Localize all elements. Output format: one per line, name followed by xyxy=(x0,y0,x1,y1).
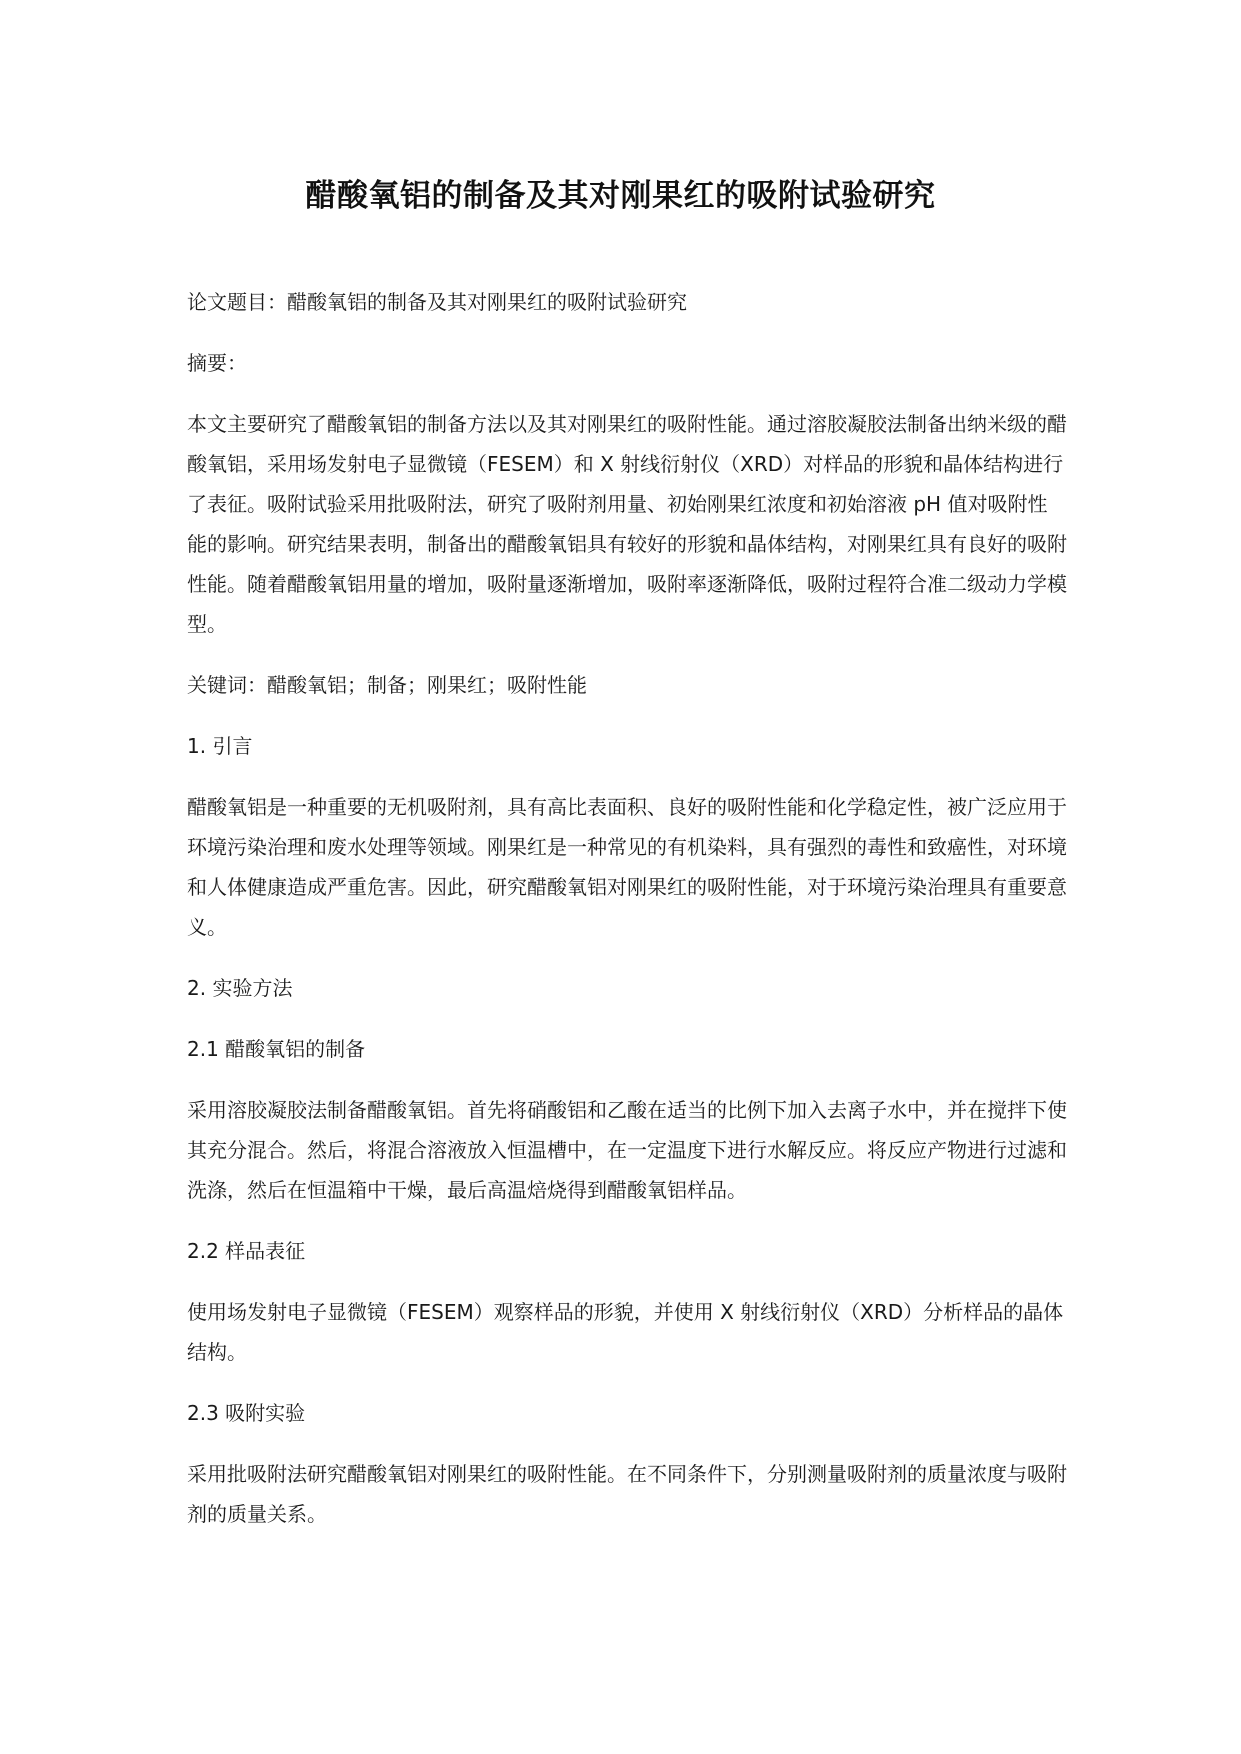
paper-topic-line: 论文题目：醋酸氧铝的制备及其对刚果红的吸附试验研究 xyxy=(187,290,687,314)
document-body xyxy=(187,282,1067,1555)
section-heading-introduction: 1. 引言 xyxy=(187,734,253,758)
introduction-text: 醋酸氧铝是一种重要的无机吸附剂，具有高比表面积、良好的吸附性能和化学稳定性，被广泛应用于环境污染治理和废水处理等领域。刚果红是一种常见的有机染料，具有强烈的毒性和致癌性，对环境和人体健康造成严重危害。因此，研究醋酸氧铝对刚果红的吸附性能，对于环境污染治理具有重要意义。 xyxy=(187,795,1067,939)
abstract-heading: 摘要： xyxy=(187,351,247,375)
subsection-heading-preparation: 2.1 醋酸氧铝的制备 xyxy=(187,1037,366,1061)
subsection-heading-characterization: 2.2 样品表征 xyxy=(187,1239,306,1263)
adsorption-text: 采用批吸附法研究醋酸氧铝对刚果红的吸附性能。在不同条件下，分别测量吸附剂的质量浓度与吸附剂的质量关系。 xyxy=(187,1462,1067,1526)
section-heading-methods: 2. 实验方法 xyxy=(187,976,293,1000)
preparation-text: 采用溶胶凝胶法制备醋酸氧铝。首先将硝酸铝和乙酸在适当的比例下加入去离子水中，并在搅拌下使其充分混合。然后，将混合溶液放入恒温槽中，在一定温度下进行水解反应。将反应产物进行过滤和洗涤，然后在恒温箱中干燥，最后高温焙烧得到醋酸氧铝样品。 xyxy=(187,1098,1067,1202)
keywords-line: 关键词：醋酸氧铝；制备；刚果红；吸附性能 xyxy=(187,673,587,697)
document-title: 醋酸氧铝的制备及其对刚果红的吸附试验研究 xyxy=(305,178,936,214)
characterization-text: 使用场发射电子显微镜（FESEM）观察样品的形貌，并使用 X 射线衍射仪（XRD）分析样品的晶体结构。 xyxy=(187,1300,1064,1364)
subsection-heading-adsorption: 2.3 吸附实验 xyxy=(187,1401,306,1425)
abstract-text: 本文主要研究了醋酸氧铝的制备方法以及其对刚果红的吸附性能。通过溶胶凝胶法制备出纳米级的醋酸氧铝，采用场发射电子显微镜（FESEM）和 X 射线衍射仪（XRD）对样品的形貌和晶体结构进行了表征。吸附试验采用批吸附法，研究了吸附剂用量、初始刚果红浓度和初始溶液 pH 值对吸附性能的影响。研究结果表明，制备出的醋酸氧铝具有较好的形貌和晶体结构，对刚果红具有良好的吸附性能。随着醋酸氧铝用量的增加，吸附量逐渐增加，吸附率逐渐降低，吸附过程符合准二级动力学模型。 xyxy=(187,412,1067,636)
